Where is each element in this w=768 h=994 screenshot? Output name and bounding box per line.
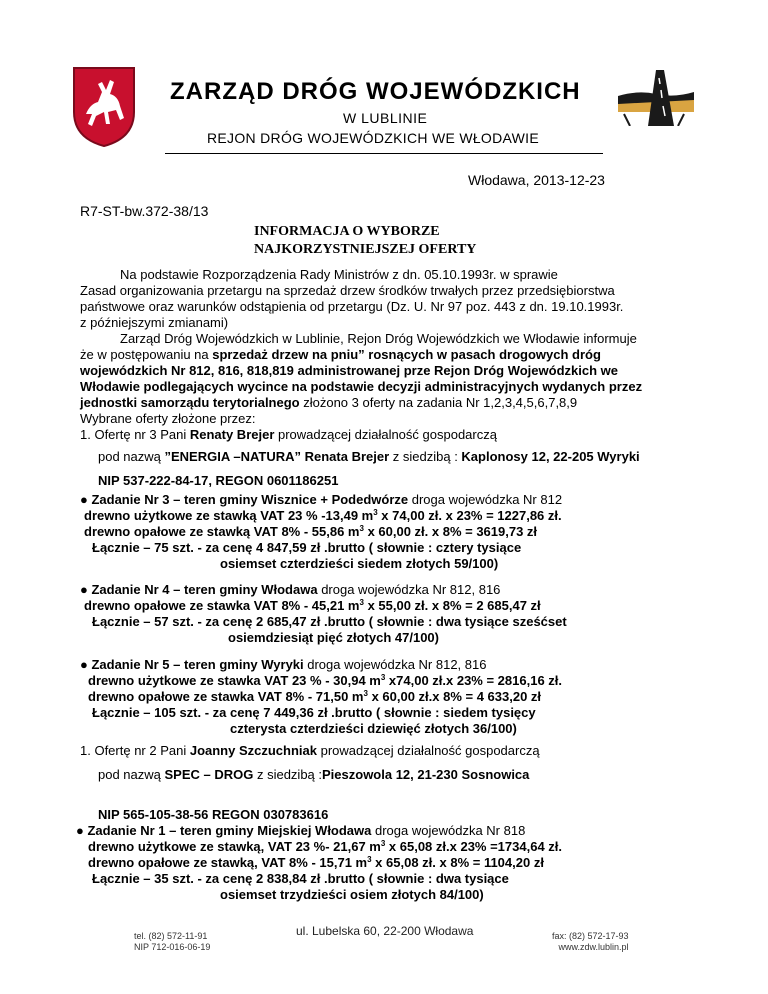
task-header [80,492,710,508]
text: że w postępowaniu na [80,347,213,362]
text-bold: jednostki samorządu terytorialnego [80,395,300,410]
intro-line: Wybrane oferty złożone przez: [80,411,256,426]
text: droga wojewódzka Nr 812 [408,492,563,507]
task-header [80,582,710,598]
footer-www: www.zdw.lublin.pl [558,942,629,952]
offer-line [80,767,710,783]
footer-tel: tel. (82) 572-11-91 [134,931,208,941]
text: pod nazwą [98,449,165,464]
text: ● Zadanie Nr 5 – teren gminy Wyryki [80,657,304,672]
text: x 60,00 zł.x 8% = 4 633,20 zł [367,689,542,704]
cube-superscript: 3 [373,508,378,517]
text: drewno użytkowe ze stawką VAT 23 % -13,49 m [84,508,374,523]
intro-line: Na podstawie Rozporządzenia Rady Ministrów z dn. 05.10.1993r. w sprawie [120,267,558,282]
text: droga wojewódzka Nr 812, 816 [317,582,501,597]
task-header [80,657,710,673]
footer-right [552,931,629,953]
task-line: osiemset trzydzieści osiem złotych 84/100) [220,887,484,902]
bidder-name: Renaty Brejer [189,427,275,442]
text: prowadzącej działalność gospodarczą [317,743,540,758]
footer-address: ul. Lubelska 60, 22-200 Włodawa [296,924,474,938]
text: x 55,00 zł. x 8% = 2 685,47 zł [363,598,541,613]
header-unit: REJON DRÓG WOJEWÓDZKICH WE WŁODAWIE [207,130,539,146]
text: x74,00 zł.x 23% = 2816,16 zł. [385,673,563,688]
task-line [80,673,710,689]
text: złożono 3 oferty na zadania Nr 1,2,3,4,5,6,7,8,9 [299,395,578,410]
footer-contact [134,931,210,953]
task-4 [80,582,710,646]
cube-superscript: 3 [359,598,364,607]
cube-superscript: 3 [380,673,386,682]
task-line: osiemset czterdzieści siedem złotych 59/100) [220,556,499,571]
intro-line: wojewódzkich Nr 812, 816, 818,819 administrowanej prze Rejon Dróg Wojewódzkich we [80,363,618,378]
task-1 [76,807,710,903]
task-line: czterysta czterdzieści dziewięć złotych 36/100) [230,721,517,736]
task-line [80,598,710,614]
text: drewno opałowe ze stawka VAT 8% - 71,50 m [88,689,364,704]
place-date: Włodawa, 2013-12-23 [468,172,605,188]
road-logo [618,70,694,126]
header-city: W LUBLINIE [343,110,428,126]
title-line-1: INFORMACJA O WYBORZE [254,224,440,239]
offer-line [80,449,710,465]
text: droga wojewódzka Nr 812, 816 [303,657,487,672]
task-line [80,839,710,855]
title-line-2: NAJKORZYSTNIEJSZEJ OFERTY [254,242,477,257]
text: drewno użytkowe ze stawką, VAT 23 %- 21,67 m [88,839,381,854]
text: z siedzibą : [253,767,323,782]
company-name: ”ENERGIA –NATURA” Renata Brejer [164,449,390,464]
document-title [254,223,476,259]
text: ● Zadanie Nr 4 – teren gminy Włodawa [80,582,318,597]
text: drewno opałowe ze stawką VAT 8% - 55,86 m [84,524,360,539]
task-line [80,855,710,871]
task-line: Łącznie – 35 szt. - za cenę 2 838,84 zł .brutto ( słownie : dwa tysiące [92,871,509,886]
footer-fax: fax: (82) 572-17-93 [552,931,629,941]
text: drewno opałowe ze stawką, VAT 8% - 15,71 m [88,855,368,870]
intro-line [80,395,710,411]
text: x 60,00 zł. x 8% = 3619,73 zł [363,524,538,539]
text: pod nazwą [98,767,165,782]
footer-nip: NIP 712-016-06-19 [134,942,211,952]
intro-line: z późniejszymi zmianami) [80,315,229,330]
bidder-name: Joanny Szczuchniak [189,743,317,758]
task-line: osiemdziesiąt pięć złotych 47/100) [228,630,439,645]
cube-superscript: 3 [380,839,386,848]
company-address: Kaplonosy 12, 22-205 Wyryki [461,449,640,464]
intro-line: Zasad organizowania przetargu na sprzedaż drzew środków trwałych przez przedsiębiorstwa [80,283,615,298]
cube-superscript: 3 [363,689,368,698]
document-signature: R7-ST-bw.372-38/13 [80,203,209,219]
task-3 [80,492,710,572]
text: 1. Ofertę nr 3 Pani [80,427,190,442]
task-line: Łącznie – 105 szt. - za cenę 7 449,36 zł .brutto ( słownie : siedem tysięcy [92,705,536,720]
text: ● Zadanie Nr 3 – teren gminy Wisznice + Podedwórze [80,492,409,507]
text: prowadzącej działalność gospodarczą [274,427,497,442]
offer-line [80,743,710,759]
offer-nip: NIP 565-105-38-56 REGON 030783616 [98,807,329,822]
text: ● Zadanie Nr 1 – teren gminy Miejskiej Włodawa [76,823,372,838]
task-line [80,508,710,524]
intro-line: Włodawie podlegających wycince na podstawie decyzji administracyjnych wydanych przez [80,379,643,394]
coat-of-arms-logo [72,66,136,148]
offer-line [80,427,710,443]
text: z siedzibą : [389,449,462,464]
text: drewno użytkowe ze stawka VAT 23 % - 30,94 m [88,673,381,688]
text: 1. Ofertę nr 2 Pani [80,743,190,758]
intro-line: Zarząd Dróg Wojewódzkich w Lublinie, Rejon Dróg Wojewódzkich we Włodawie informuje [120,331,637,346]
offer-1 [80,427,710,489]
offer-2 [80,743,710,783]
text: x 74,00 zł. x 23% = 1227,86 zł. [377,508,562,523]
company-name: SPEC – DROG [164,767,254,782]
text: x 65,08 zł. x 8% = 1104,20 zł [371,855,544,870]
header-title: ZARZĄD DRÓG WOJEWÓDZKICH [170,78,581,105]
cube-superscript: 3 [359,524,364,533]
text: x 65,08 zł.x 23% =1734,64 zł. [385,839,563,854]
intro-paragraph [80,267,710,427]
offer-nip: NIP 537-222-84-17, REGON 0601186251 [98,473,339,488]
task-header [76,823,710,839]
task-5 [80,657,710,737]
company-address: Pieszowola 12, 21-230 Sosnowica [322,767,530,782]
text: drewno opałowe ze stawka VAT 8% - 45,21 m [84,598,360,613]
intro-line [80,347,710,363]
task-line: Łącznie – 75 szt. - za cenę 4 847,59 zł .brutto ( słownie : cztery tysiące [92,540,522,555]
header-divider [165,153,603,154]
text: droga wojewódzka Nr 818 [371,823,526,838]
intro-line: państwowe oraz warunków odstąpienia od przetargu (Dz. U. Nr 97 poz. 443 z dn. 19.10.1993r. [80,299,624,314]
task-line [80,689,710,705]
text-bold: sprzedaż drzew na pniu” rosnących w pasach drogowych dróg [212,347,601,362]
task-line [80,524,710,540]
task-line: Łącznie – 57 szt. - za cenę 2 685,47 zł .brutto ( słownie : dwa tysiące sześćset [92,614,567,629]
cube-superscript: 3 [367,855,372,864]
